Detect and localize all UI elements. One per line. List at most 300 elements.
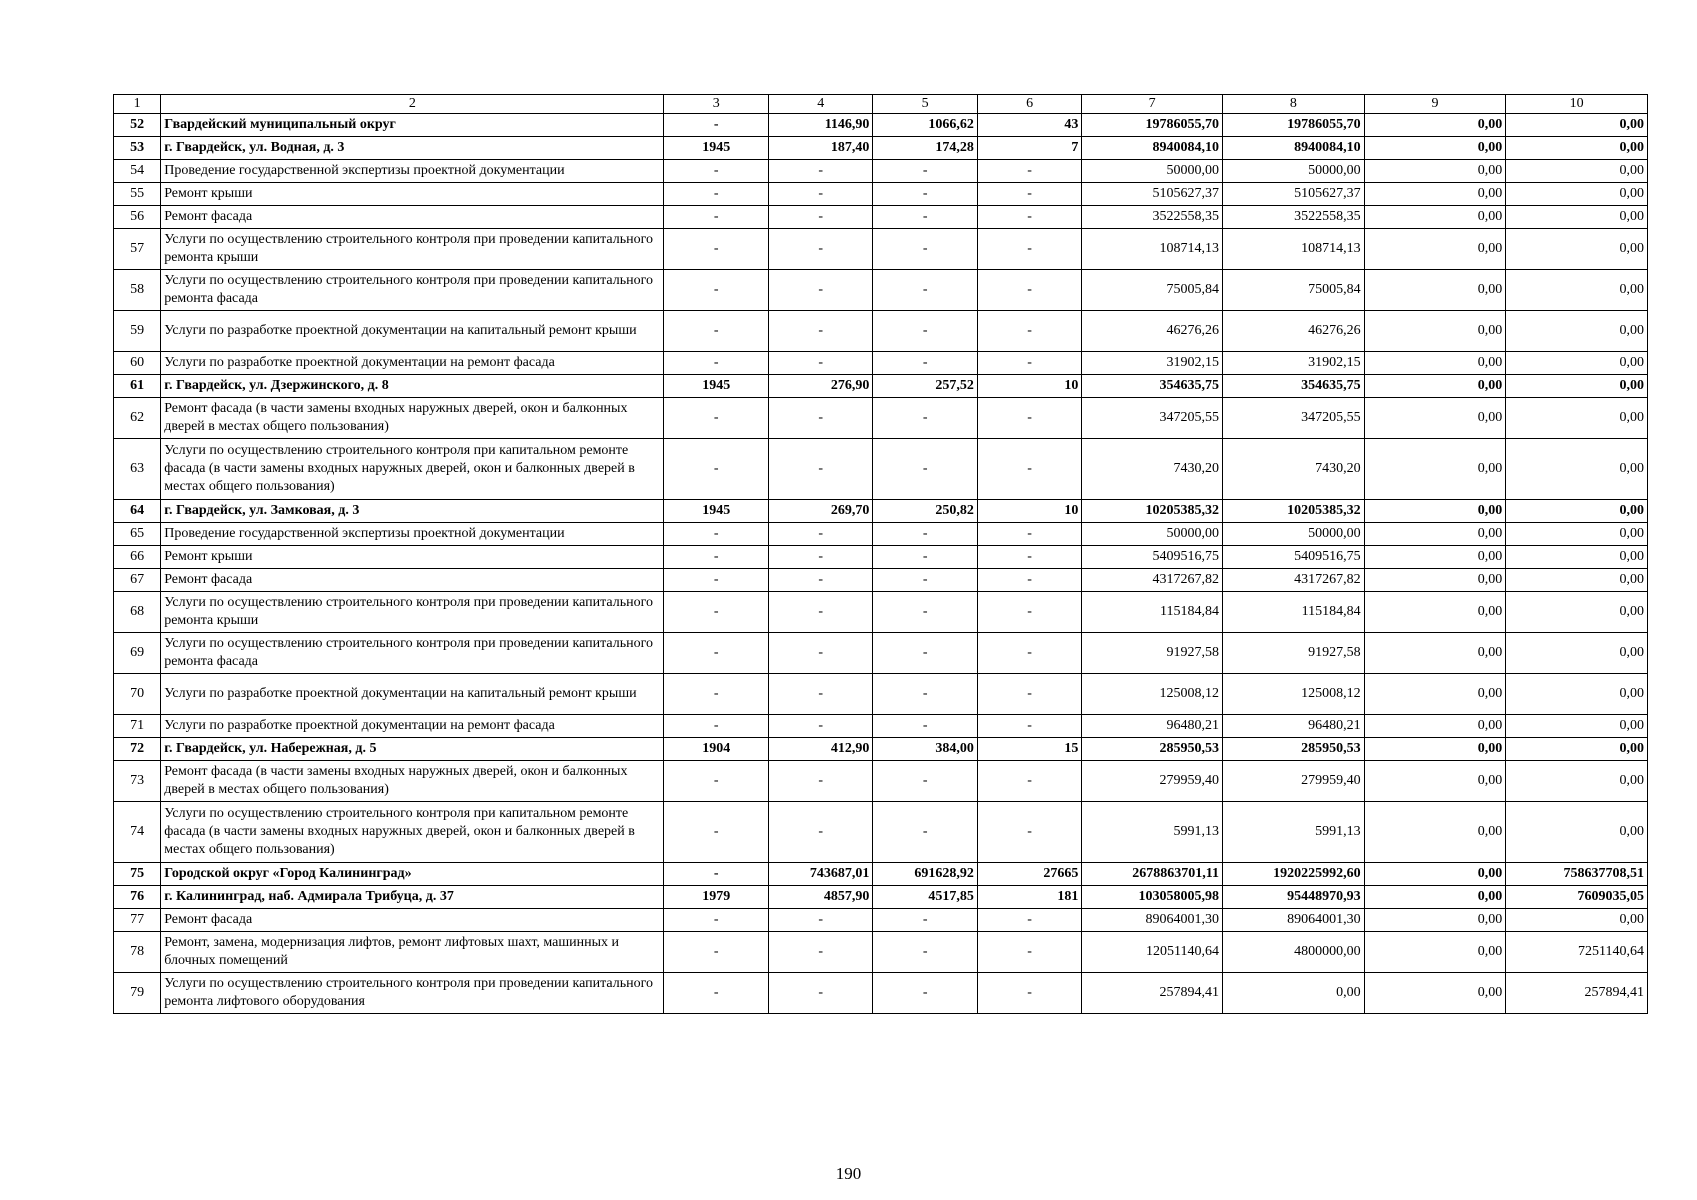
value-cell: 0,00 [1364, 932, 1506, 973]
table-row [114, 738, 1648, 761]
value-cell: 12051140,64 [1082, 932, 1223, 973]
value-cell: - [768, 352, 872, 375]
value-cell: 3522558,35 [1082, 206, 1223, 229]
row-name-cell: Услуги по осуществлению строительного контроля при проведении капитального ремонта крыши [161, 592, 664, 633]
table-row [114, 592, 1648, 633]
value-cell: 50000,00 [1223, 523, 1365, 546]
value-cell: 285950,53 [1082, 738, 1223, 761]
value-cell: - [977, 761, 1081, 802]
column-number: 10 [1506, 95, 1648, 114]
value-cell: - [664, 114, 768, 137]
value-cell: 5105627,37 [1223, 183, 1365, 206]
table-row [114, 523, 1648, 546]
value-cell: 75005,84 [1223, 270, 1365, 311]
row-name-cell: Услуги по осуществлению строительного контроля при проведении капитального ремонта лифтового оборудования [161, 973, 664, 1014]
column-number: 6 [977, 95, 1081, 114]
value-cell: 1066,62 [873, 114, 977, 137]
value-cell: 31902,15 [1223, 352, 1365, 375]
value-cell: 4857,90 [768, 886, 872, 909]
value-cell: - [977, 439, 1081, 500]
value-cell: 0,00 [1506, 270, 1648, 311]
row-number-cell: 56 [114, 206, 161, 229]
value-cell: 1146,90 [768, 114, 872, 137]
value-cell: 0,00 [1506, 160, 1648, 183]
value-cell: 0,00 [1364, 674, 1506, 715]
value-cell: - [664, 569, 768, 592]
value-cell: - [977, 523, 1081, 546]
value-cell: 0,00 [1364, 183, 1506, 206]
value-cell: - [873, 633, 977, 674]
value-cell: 257894,41 [1506, 973, 1648, 1014]
table-row [114, 909, 1648, 932]
row-number-cell: 52 [114, 114, 161, 137]
value-cell: 0,00 [1364, 137, 1506, 160]
row-number-cell: 77 [114, 909, 161, 932]
value-cell: - [977, 270, 1081, 311]
value-cell: 0,00 [1506, 398, 1648, 439]
row-name-cell: Услуги по разработке проектной документации на ремонт фасада [161, 715, 664, 738]
value-cell: 96480,21 [1082, 715, 1223, 738]
value-cell: 43 [977, 114, 1081, 137]
value-cell: 285950,53 [1223, 738, 1365, 761]
column-number: 3 [664, 95, 768, 114]
row-number-cell: 53 [114, 137, 161, 160]
value-cell: - [977, 398, 1081, 439]
column-number: 7 [1082, 95, 1223, 114]
value-cell: 1904 [664, 738, 768, 761]
value-cell: 0,00 [1506, 802, 1648, 863]
value-cell: 19786055,70 [1082, 114, 1223, 137]
row-name-cell: Ремонт фасада (в части замены входных наружных дверей, окон и балконных дверей в местах общего пользования) [161, 761, 664, 802]
value-cell: 250,82 [873, 500, 977, 523]
value-cell: - [873, 715, 977, 738]
row-name-cell: Ремонт крыши [161, 546, 664, 569]
table-row [114, 352, 1648, 375]
value-cell: - [768, 674, 872, 715]
row-number-cell: 78 [114, 932, 161, 973]
value-cell: - [664, 802, 768, 863]
row-name-cell: Проведение государственной экспертизы проектной документации [161, 523, 664, 546]
table-row [114, 439, 1648, 500]
value-cell: - [977, 973, 1081, 1014]
value-cell: - [768, 973, 872, 1014]
row-name-cell: г. Гвардейск, ул. Замковая, д. 3 [161, 500, 664, 523]
table-row [114, 674, 1648, 715]
row-name-cell: Услуги по осуществлению строительного контроля при проведении капитального ремонта фасада [161, 270, 664, 311]
row-number-cell: 64 [114, 500, 161, 523]
value-cell: 0,00 [1364, 863, 1506, 886]
value-cell: - [873, 546, 977, 569]
value-cell: 0,00 [1506, 633, 1648, 674]
value-cell: - [664, 398, 768, 439]
value-cell: - [664, 270, 768, 311]
value-cell: - [664, 592, 768, 633]
value-cell: 0,00 [1506, 137, 1648, 160]
value-cell: 0,00 [1506, 311, 1648, 352]
value-cell: 0,00 [1506, 761, 1648, 802]
value-cell: - [664, 546, 768, 569]
value-cell: 279959,40 [1223, 761, 1365, 802]
row-number-cell: 62 [114, 398, 161, 439]
row-number-cell: 55 [114, 183, 161, 206]
value-cell: 0,00 [1364, 802, 1506, 863]
table-row [114, 270, 1648, 311]
value-cell: - [664, 311, 768, 352]
value-cell: - [664, 761, 768, 802]
value-cell: 7609035,05 [1506, 886, 1648, 909]
value-cell: 10 [977, 500, 1081, 523]
row-name-cell: Ремонт крыши [161, 183, 664, 206]
value-cell: 0,00 [1506, 569, 1648, 592]
value-cell: 257894,41 [1082, 973, 1223, 1014]
value-cell: 10205385,32 [1082, 500, 1223, 523]
column-number: 1 [114, 95, 161, 114]
value-cell: - [873, 674, 977, 715]
value-cell: 0,00 [1506, 523, 1648, 546]
value-cell: - [664, 206, 768, 229]
value-cell: - [873, 932, 977, 973]
value-cell: - [977, 674, 1081, 715]
value-cell: 4317267,82 [1223, 569, 1365, 592]
row-name-cell: Услуги по разработке проектной документации на капитальный ремонт крыши [161, 674, 664, 715]
value-cell: 5409516,75 [1082, 546, 1223, 569]
value-cell: - [873, 439, 977, 500]
row-number-cell: 71 [114, 715, 161, 738]
table-row [114, 761, 1648, 802]
value-cell: 0,00 [1506, 439, 1648, 500]
value-cell: 0,00 [1506, 206, 1648, 229]
table-row [114, 932, 1648, 973]
value-cell: - [873, 592, 977, 633]
value-cell: - [873, 183, 977, 206]
value-cell: - [768, 761, 872, 802]
value-cell: - [664, 229, 768, 270]
value-cell: 19786055,70 [1223, 114, 1365, 137]
value-cell: 5105627,37 [1082, 183, 1223, 206]
value-cell: 0,00 [1364, 909, 1506, 932]
value-cell: - [664, 352, 768, 375]
value-cell: - [977, 352, 1081, 375]
row-name-cell: Услуги по осуществлению строительного контроля при проведении капитального ремонта крыши [161, 229, 664, 270]
table-row [114, 375, 1648, 398]
value-cell: - [664, 633, 768, 674]
table-row [114, 311, 1648, 352]
value-cell: 0,00 [1364, 761, 1506, 802]
value-cell: - [873, 761, 977, 802]
value-cell: 4517,85 [873, 886, 977, 909]
value-cell: 0,00 [1506, 738, 1648, 761]
row-number-cell: 76 [114, 886, 161, 909]
value-cell: 743687,01 [768, 863, 872, 886]
value-cell: - [768, 439, 872, 500]
value-cell: 96480,21 [1223, 715, 1365, 738]
table-row [114, 183, 1648, 206]
table-row [114, 863, 1648, 886]
value-cell: 7430,20 [1082, 439, 1223, 500]
row-name-cell: Услуги по осуществлению строительного контроля при капитальном ремонте фасада (в части замены входных наружных дверей, окон и балконных дверей в местах общего пользования) [161, 802, 664, 863]
value-cell: 10205385,32 [1223, 500, 1365, 523]
value-cell: 691628,92 [873, 863, 977, 886]
value-cell: - [977, 802, 1081, 863]
row-number-cell: 73 [114, 761, 161, 802]
value-cell: 0,00 [1364, 523, 1506, 546]
value-cell: 95448970,93 [1223, 886, 1365, 909]
value-cell: 0,00 [1364, 352, 1506, 375]
value-cell: 347205,55 [1223, 398, 1365, 439]
value-cell: 354635,75 [1223, 375, 1365, 398]
value-cell: 46276,26 [1223, 311, 1365, 352]
value-cell: 50000,00 [1082, 160, 1223, 183]
value-cell: - [768, 546, 872, 569]
row-name-cell: Услуги по осуществлению строительного контроля при капитальном ремонте фасада (в части замены входных наружных дверей, окон и балконных дверей в местах общего пользования) [161, 439, 664, 500]
value-cell: - [768, 932, 872, 973]
value-cell: - [977, 633, 1081, 674]
value-cell: 276,90 [768, 375, 872, 398]
value-cell: 0,00 [1364, 592, 1506, 633]
value-cell: - [873, 270, 977, 311]
value-cell: 187,40 [768, 137, 872, 160]
value-cell: 0,00 [1364, 206, 1506, 229]
value-cell: 1920225992,60 [1223, 863, 1365, 886]
value-cell: 10 [977, 375, 1081, 398]
table-row [114, 500, 1648, 523]
value-cell: 46276,26 [1082, 311, 1223, 352]
value-cell: - [873, 569, 977, 592]
value-cell: 0,00 [1223, 973, 1365, 1014]
value-cell: - [977, 160, 1081, 183]
value-cell: 412,90 [768, 738, 872, 761]
value-cell: - [768, 592, 872, 633]
column-number: 4 [768, 95, 872, 114]
value-cell: - [873, 352, 977, 375]
value-cell: 4800000,00 [1223, 932, 1365, 973]
row-number-cell: 59 [114, 311, 161, 352]
row-number-cell: 67 [114, 569, 161, 592]
value-cell: 89064001,30 [1082, 909, 1223, 932]
table-row [114, 569, 1648, 592]
row-number-cell: 79 [114, 973, 161, 1014]
value-cell: - [977, 592, 1081, 633]
value-cell: 91927,58 [1223, 633, 1365, 674]
value-cell: 1945 [664, 375, 768, 398]
value-cell: 2678863701,11 [1082, 863, 1223, 886]
table-row [114, 137, 1648, 160]
value-cell: 0,00 [1506, 909, 1648, 932]
value-cell: 0,00 [1506, 674, 1648, 715]
table-row [114, 229, 1648, 270]
value-cell: 125008,12 [1082, 674, 1223, 715]
table-row [114, 886, 1648, 909]
row-number-cell: 65 [114, 523, 161, 546]
value-cell: 0,00 [1506, 183, 1648, 206]
table-row [114, 206, 1648, 229]
value-cell: - [768, 206, 872, 229]
row-name-cell: Городской округ «Город Калининград» [161, 863, 664, 886]
value-cell: - [664, 674, 768, 715]
value-cell: - [873, 311, 977, 352]
value-cell: 0,00 [1364, 633, 1506, 674]
value-cell: 89064001,30 [1223, 909, 1365, 932]
value-cell: - [768, 569, 872, 592]
value-cell: - [977, 932, 1081, 973]
value-cell: 269,70 [768, 500, 872, 523]
table-row [114, 802, 1648, 863]
value-cell: - [977, 206, 1081, 229]
value-cell: - [664, 715, 768, 738]
value-cell: 758637708,51 [1506, 863, 1648, 886]
value-cell: 103058005,98 [1082, 886, 1223, 909]
value-cell: 50000,00 [1082, 523, 1223, 546]
value-cell: - [768, 270, 872, 311]
table-row [114, 160, 1648, 183]
value-cell: 108714,13 [1223, 229, 1365, 270]
value-cell: 50000,00 [1223, 160, 1365, 183]
value-cell: 0,00 [1364, 546, 1506, 569]
value-cell: 279959,40 [1082, 761, 1223, 802]
row-number-cell: 58 [114, 270, 161, 311]
value-cell: 4317267,82 [1082, 569, 1223, 592]
value-cell: 15 [977, 738, 1081, 761]
value-cell: 0,00 [1364, 114, 1506, 137]
value-cell: 0,00 [1364, 398, 1506, 439]
column-number-row [114, 95, 1648, 114]
row-name-cell: г. Гвардейск, ул. Дзержинского, д. 8 [161, 375, 664, 398]
value-cell: 115184,84 [1223, 592, 1365, 633]
value-cell: - [664, 523, 768, 546]
row-number-cell: 68 [114, 592, 161, 633]
value-cell: - [873, 160, 977, 183]
value-cell: - [768, 715, 872, 738]
row-number-cell: 69 [114, 633, 161, 674]
value-cell: 174,28 [873, 137, 977, 160]
value-cell: - [977, 183, 1081, 206]
value-cell: 0,00 [1364, 973, 1506, 1014]
column-number: 2 [161, 95, 664, 114]
value-cell: - [977, 546, 1081, 569]
value-cell: 354635,75 [1082, 375, 1223, 398]
row-name-cell: Ремонт, замена, модернизация лифтов, ремонт лифтовых шахт, машинных и блочных помещений [161, 932, 664, 973]
value-cell: - [873, 523, 977, 546]
value-cell: - [768, 183, 872, 206]
value-cell: 0,00 [1506, 114, 1648, 137]
row-name-cell: Услуги по осуществлению строительного контроля при проведении капитального ремонта фасада [161, 633, 664, 674]
value-cell: 0,00 [1506, 500, 1648, 523]
column-number: 5 [873, 95, 977, 114]
value-cell: - [664, 439, 768, 500]
page-number: 190 [835, 1164, 862, 1183]
row-number-cell: 74 [114, 802, 161, 863]
row-name-cell: Ремонт фасада [161, 569, 664, 592]
row-number-cell: 63 [114, 439, 161, 500]
row-name-cell: г. Гвардейск, ул. Набережная, д. 5 [161, 738, 664, 761]
row-number-cell: 75 [114, 863, 161, 886]
value-cell: 5409516,75 [1223, 546, 1365, 569]
value-cell: 1979 [664, 886, 768, 909]
value-cell: 1945 [664, 500, 768, 523]
value-cell: - [768, 633, 872, 674]
value-cell: - [664, 909, 768, 932]
value-cell: - [873, 206, 977, 229]
value-cell: - [977, 311, 1081, 352]
value-cell: - [664, 932, 768, 973]
value-cell: 384,00 [873, 738, 977, 761]
value-cell: 7 [977, 137, 1081, 160]
value-cell: 0,00 [1506, 229, 1648, 270]
value-cell: 0,00 [1364, 500, 1506, 523]
value-cell: 27665 [977, 863, 1081, 886]
table-row [114, 633, 1648, 674]
value-cell: 0,00 [1364, 886, 1506, 909]
value-cell: - [768, 398, 872, 439]
value-cell: 0,00 [1506, 375, 1648, 398]
value-cell: - [873, 398, 977, 439]
value-cell: 181 [977, 886, 1081, 909]
value-cell: 0,00 [1364, 229, 1506, 270]
table-row [114, 398, 1648, 439]
value-cell: - [768, 802, 872, 863]
row-name-cell: Ремонт фасада (в части замены входных наружных дверей, окон и балконных дверей в местах общего пользования) [161, 398, 664, 439]
value-cell: - [768, 909, 872, 932]
table-row [114, 973, 1648, 1014]
row-number-cell: 61 [114, 375, 161, 398]
value-cell: - [768, 160, 872, 183]
value-cell: - [977, 909, 1081, 932]
value-cell: 8940084,10 [1223, 137, 1365, 160]
row-name-cell: Услуги по разработке проектной документации на капитальный ремонт крыши [161, 311, 664, 352]
value-cell: 7430,20 [1223, 439, 1365, 500]
value-cell: 0,00 [1364, 715, 1506, 738]
value-cell: - [977, 229, 1081, 270]
value-cell: 0,00 [1506, 592, 1648, 633]
row-name-cell: г. Гвардейск, ул. Водная, д. 3 [161, 137, 664, 160]
value-cell: 91927,58 [1082, 633, 1223, 674]
table-row [114, 546, 1648, 569]
value-cell: - [873, 229, 977, 270]
value-cell: 8940084,10 [1082, 137, 1223, 160]
row-name-cell: г. Калининград, наб. Адмирала Трибуца, д. 37 [161, 886, 664, 909]
value-cell: 347205,55 [1082, 398, 1223, 439]
column-number: 9 [1364, 95, 1506, 114]
value-cell: - [768, 229, 872, 270]
row-name-cell: Услуги по разработке проектной документации на ремонт фасада [161, 352, 664, 375]
table-row [114, 715, 1648, 738]
row-number-cell: 66 [114, 546, 161, 569]
value-cell: 5991,13 [1082, 802, 1223, 863]
row-name-cell: Ремонт фасада [161, 206, 664, 229]
row-name-cell: Проведение государственной экспертизы проектной документации [161, 160, 664, 183]
value-cell: - [664, 863, 768, 886]
value-cell: 0,00 [1364, 439, 1506, 500]
value-cell: - [977, 569, 1081, 592]
row-number-cell: 72 [114, 738, 161, 761]
row-number-cell: 60 [114, 352, 161, 375]
repair-program-table [113, 94, 1648, 1014]
value-cell: 0,00 [1364, 569, 1506, 592]
row-number-cell: 70 [114, 674, 161, 715]
value-cell: 0,00 [1364, 311, 1506, 352]
value-cell: - [873, 973, 977, 1014]
value-cell: - [664, 973, 768, 1014]
value-cell: 0,00 [1506, 546, 1648, 569]
value-cell: - [768, 523, 872, 546]
value-cell: 125008,12 [1223, 674, 1365, 715]
row-number-cell: 54 [114, 160, 161, 183]
value-cell: 0,00 [1364, 160, 1506, 183]
value-cell: 75005,84 [1082, 270, 1223, 311]
column-number: 8 [1223, 95, 1365, 114]
value-cell: 5991,13 [1223, 802, 1365, 863]
value-cell: 0,00 [1364, 738, 1506, 761]
